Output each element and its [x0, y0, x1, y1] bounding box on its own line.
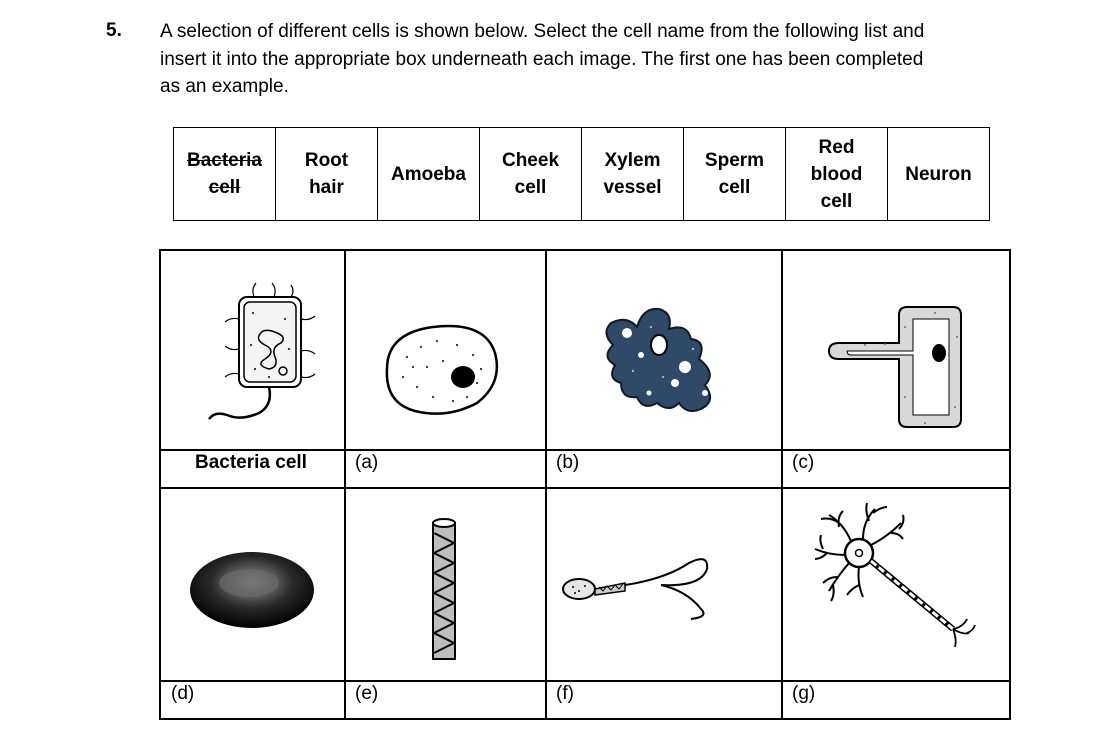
answer-box-c[interactable]: (c) — [792, 452, 815, 473]
word-line: Red — [818, 136, 855, 158]
cheek-cell-image — [377, 317, 507, 417]
cell-image-grid — [159, 249, 1011, 720]
word-red-blood-cell — [786, 128, 888, 221]
answer-box-g[interactable]: (g) — [792, 683, 816, 704]
word-xylem-vessel — [582, 128, 684, 221]
xylem-vessel-image — [429, 517, 459, 665]
amoeba-image — [593, 293, 743, 433]
question-text — [160, 18, 1040, 101]
word-neuron — [888, 128, 990, 221]
word-line: cell — [208, 177, 241, 198]
word-line: Amoeba — [391, 163, 466, 185]
neuron-image — [805, 497, 985, 657]
grid-line — [781, 249, 783, 720]
word-line: Bacteria — [187, 150, 262, 171]
word-root-hair — [276, 128, 378, 221]
root-hair-cell-image — [825, 297, 975, 437]
answer-box-d[interactable]: (d) — [171, 683, 195, 704]
question-line-2: insert it into the appropriate box underneath each image. The first one has been completed — [160, 48, 924, 70]
answer-box-b[interactable]: (b) — [556, 452, 580, 473]
word-bank-table — [173, 127, 990, 221]
grid-line — [1009, 249, 1011, 720]
grid-line — [344, 249, 346, 720]
grid-line — [159, 249, 161, 720]
bacteria-cell-image — [199, 279, 329, 439]
word-line: Root — [304, 150, 349, 171]
sperm-cell-image — [559, 555, 739, 635]
word-line: vessel — [603, 177, 662, 198]
word-line: Neuron — [905, 163, 972, 185]
answer-box-e[interactable]: (e) — [355, 683, 379, 704]
answer-box-a[interactable]: (a) — [355, 452, 379, 473]
word-line: hair — [309, 177, 344, 198]
grid-line — [159, 249, 1011, 251]
question-number: 5. — [106, 20, 122, 41]
word-line: Sperm — [704, 150, 765, 171]
grid-line — [159, 449, 1011, 451]
word-cheek-cell — [480, 128, 582, 221]
grid-line — [159, 718, 1011, 720]
word-line: cell — [820, 190, 853, 212]
grid-line — [159, 680, 1011, 682]
word-sperm-cell — [684, 128, 786, 221]
word-line: Xylem — [604, 150, 661, 171]
grid-line — [545, 249, 547, 720]
word-line: Cheek — [501, 150, 560, 171]
grid-line — [159, 487, 1011, 489]
word-bacteria-cell — [174, 128, 276, 221]
word-line: cell — [718, 177, 751, 198]
example-answer-label: Bacteria cell — [195, 452, 307, 473]
word-line: blood — [810, 163, 863, 185]
question-line-1: A selection of different cells is shown below. Select the cell name from the following list and — [160, 21, 925, 42]
red-blood-cell-image — [187, 545, 317, 635]
word-amoeba — [378, 128, 480, 221]
question-line-3: as an example. — [160, 76, 289, 97]
word-line: cell — [514, 177, 547, 198]
answer-box-f[interactable]: (f) — [556, 683, 574, 704]
